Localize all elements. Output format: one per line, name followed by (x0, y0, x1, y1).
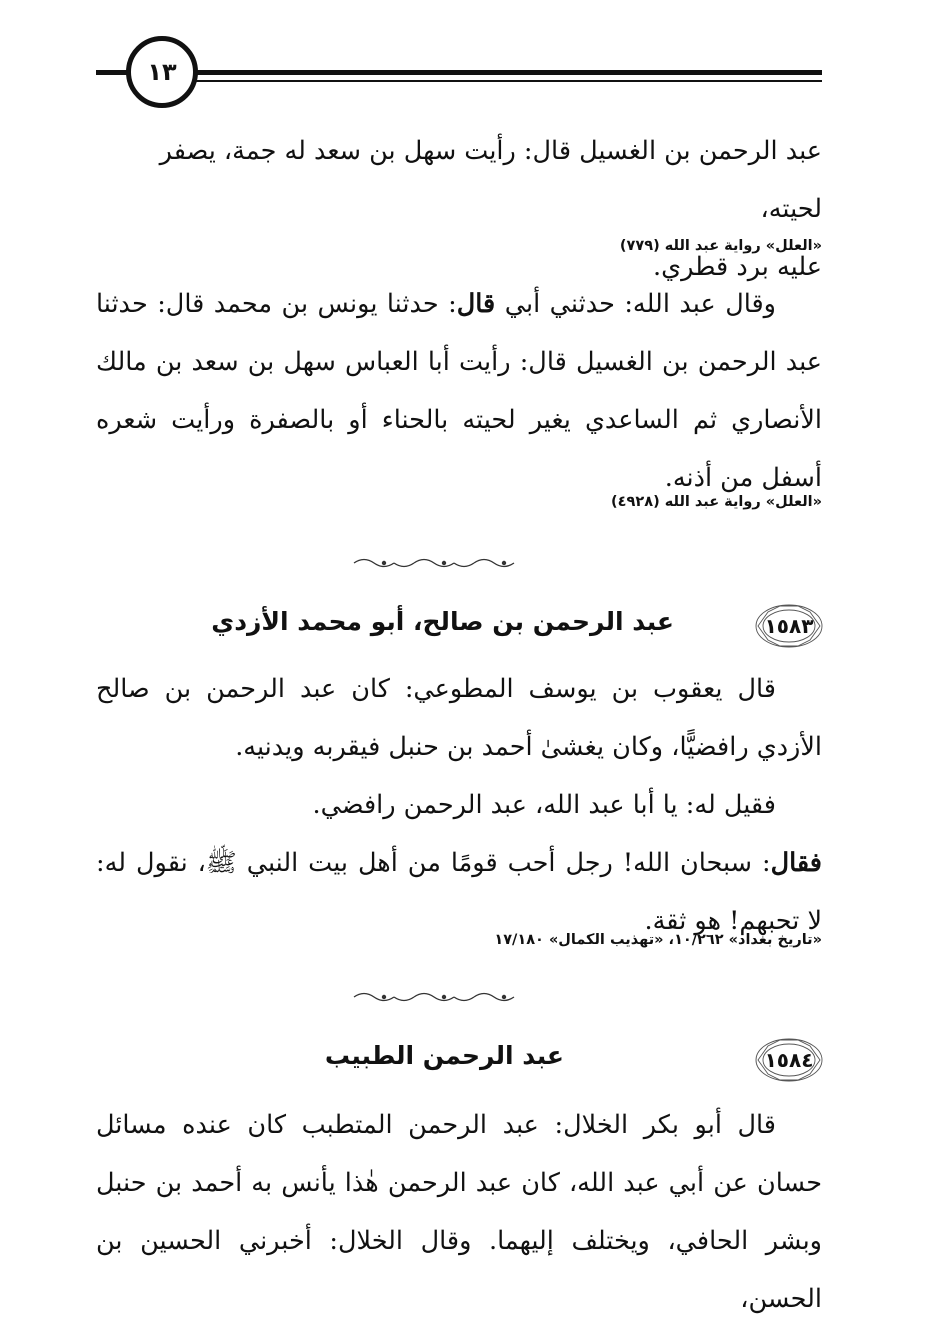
entry-1583-paragraph-3: : سبحان الله! رجل أحب قومًا من أهل بيت النبي ﷺ، نقول له: لا تحبهم! هو ثقة. (96, 848, 822, 936)
entry-number: ١٥٨٣ (764, 614, 814, 638)
ornament-divider-icon (350, 555, 530, 571)
entry-1583-paragraph-1: قال يعقوب بن يوسف المطوعي: كان عبد الرحمن بن صالح الأزدي رافضيًّا، وكان يغشىٰ أحمد بن حنبل فيقربه ويدنيه. (96, 674, 822, 762)
ornament-divider-icon (350, 989, 530, 1005)
entry-number-badge (754, 603, 824, 649)
paragraph-1-line-2: عليه برد قطري. (653, 252, 822, 282)
page-number-circle (126, 36, 198, 108)
paragraph-2-rest: : حدثنا يونس بن محمد قال: حدثنا عبد الرحمن بن الغسيل قال: رأيت أبا العباس سهل بن سعد بن مالك الأنصاري ثم الساعدي يغير لحيته بالحناء أو بالصفرة ورأيت شعره أسفل من أذنه. (96, 289, 822, 493)
source-citation-1: «العلل» رواية عبد الله (٧٧٩) (619, 238, 822, 254)
entry-1583-paragraph-2: فقيل له: يا أبا عبد الله، عبد الرحمن رافضي. (312, 790, 776, 820)
entry-number: ١٥٨٤ (764, 1048, 814, 1072)
page-number: ١٣ (147, 58, 177, 86)
source-citation-3: «تاريخ بغداد» ١٠/٢٦٢، «تهذيب الكمال» ١٧/١٨٠ (494, 932, 822, 948)
source-citation-2: «العلل» رواية عبد الله (٤٩٢٨) (611, 494, 822, 510)
paragraph-1 (96, 122, 822, 296)
entry-title: عبد الرحمن بن صالح، أبو محمد الأزدي (211, 607, 674, 636)
entry-1584-body (96, 1096, 822, 1328)
paragraph-2 (96, 275, 822, 507)
paragraph-1-line-1: عبد الرحمن بن الغسيل قال: رأيت سهل بن سعد له جمة، يصفر لحيته، (159, 136, 822, 224)
entry-1583-bold-lead: فقال (770, 848, 822, 878)
header-rule-right-thin (196, 80, 822, 82)
entry-number-badge (754, 1037, 824, 1083)
paragraph-2-lead: وقال عبد الله: حدثني أبي (495, 289, 776, 319)
entry-1583-body (96, 660, 822, 950)
header-rule-right-thick (196, 70, 822, 75)
paragraph-2-bold: قال (456, 289, 496, 319)
entry-title: عبد الرحمن الطبيب (324, 1041, 564, 1070)
entry-1584-paragraph-1: قال أبو بكر الخلال: عبد الرحمن المتطبب كان عنده مسائل حسان عن أبي عبد الله، كان عبد الرحمن هٰذا يأنس به أحمد بن حنبل وبشر الحافي، ويختلف إليهما. وقال الخلال: أخبرني الحسين بن الحسن، (96, 1110, 822, 1314)
